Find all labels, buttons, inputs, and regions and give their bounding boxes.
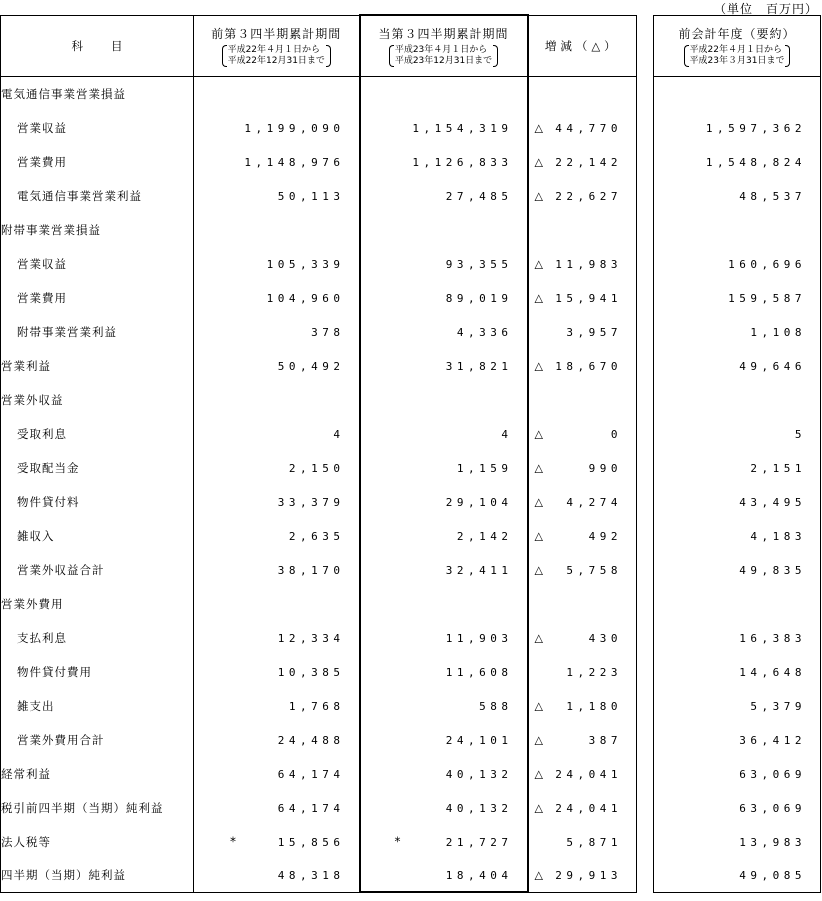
change-value	[528, 723, 637, 757]
curr-period-value	[360, 213, 528, 247]
curr-value-text: 31,821	[445, 359, 513, 373]
curr-period-value	[360, 111, 528, 145]
prev-period-value	[194, 859, 360, 892]
gap-cell	[637, 689, 654, 723]
triangle-icon: △	[534, 155, 543, 169]
row-label: 営業収益	[1, 111, 194, 145]
row-label: 支払利息	[1, 621, 194, 655]
table-row	[1, 757, 821, 791]
asterisk-mark: *	[230, 834, 236, 849]
table-row	[1, 417, 821, 451]
table-row	[1, 247, 821, 281]
change-value-text: 44,770	[555, 121, 622, 135]
gap-cell	[637, 859, 654, 892]
table-body	[1, 77, 821, 893]
row-label: 営業費用	[1, 145, 194, 179]
prev-value-text: 104,960	[266, 291, 345, 305]
prev-value-text: 2,635	[288, 529, 345, 543]
prev-value-text: 12,334	[277, 631, 345, 645]
curr-period-value	[360, 655, 528, 689]
prev-year-title: 前会計年度（要約）	[678, 26, 796, 41]
curr-value-text: 588	[479, 699, 513, 713]
change-value-text: 24,041	[555, 767, 622, 781]
prev-year-value	[654, 77, 821, 112]
gap-cell	[637, 791, 654, 825]
curr-period-value	[360, 77, 528, 112]
prev-value-text: 48,318	[277, 868, 345, 882]
prev-year-value: 43,495	[654, 485, 821, 519]
curr-period-value	[360, 689, 528, 723]
gap-cell	[637, 179, 654, 213]
curr-period-value	[360, 723, 528, 757]
curr-value-text: 2,142	[456, 529, 513, 543]
gap-cell	[637, 349, 654, 383]
table-row	[1, 723, 821, 757]
gap-cell	[637, 451, 654, 485]
triangle-icon: △	[534, 291, 543, 305]
prev-year-from: 平成22年４月１日から	[689, 44, 782, 55]
prev-period-value	[194, 621, 360, 655]
prev-period-value	[194, 757, 360, 791]
curr-period-value	[360, 757, 528, 791]
prev-period-value	[194, 145, 360, 179]
prev-period-value	[194, 213, 360, 247]
prev-year-value: 14,648	[654, 655, 821, 689]
table-row	[1, 77, 821, 112]
curr-period-value	[360, 859, 528, 892]
change-value-text: 18,670	[555, 359, 622, 373]
row-label: 営業外費用合計	[1, 723, 194, 757]
table-row	[1, 859, 821, 892]
prev-period-range	[222, 45, 331, 67]
table-row	[1, 519, 821, 553]
table-row	[1, 179, 821, 213]
change-value-text: 387	[588, 733, 622, 747]
curr-value-text: 93,355	[445, 257, 513, 271]
prev-period-value	[194, 689, 360, 723]
prev-period-value	[194, 77, 360, 112]
change-value	[528, 111, 637, 145]
table-row	[1, 213, 821, 247]
table-row	[1, 791, 821, 825]
prev-year-value: 48,537	[654, 179, 821, 213]
gap-cell	[637, 757, 654, 791]
curr-period-value	[360, 587, 528, 621]
table-row	[1, 587, 821, 621]
triangle-icon: △	[534, 189, 543, 203]
header-curr-period	[360, 15, 528, 77]
prev-value-text: 50,113	[277, 189, 345, 203]
curr-value-text: 24,101	[445, 733, 513, 747]
change-value	[528, 179, 637, 213]
gap-cell	[637, 485, 654, 519]
change-value	[528, 145, 637, 179]
curr-value-text: 11,608	[445, 665, 513, 679]
prev-period-value	[194, 451, 360, 485]
curr-period-value	[360, 349, 528, 383]
prev-period-value	[194, 485, 360, 519]
prev-value-text: 105,339	[266, 257, 345, 271]
gap-cell	[637, 519, 654, 553]
gap-cell	[637, 383, 654, 417]
triangle-icon: △	[534, 767, 543, 781]
curr-period-value	[360, 315, 528, 349]
header-gap	[637, 15, 654, 77]
prev-year-value: 49,646	[654, 349, 821, 383]
gap-cell	[637, 111, 654, 145]
curr-value-text: 4,336	[456, 325, 513, 339]
row-label: 物件貸付費用	[1, 655, 194, 689]
change-value	[528, 825, 637, 859]
table-row	[1, 485, 821, 519]
prev-period-value	[194, 825, 360, 859]
gap-cell	[637, 77, 654, 112]
change-value	[528, 859, 637, 892]
curr-period-from: 平成23年４月１日から	[394, 45, 488, 55]
row-label: 四半期（当期）純利益	[1, 859, 194, 892]
prev-year-value: 159,587	[654, 281, 821, 315]
change-value-text: 24,041	[555, 801, 622, 815]
curr-value-text: 1,159	[456, 461, 513, 475]
prev-year-value: 63,069	[654, 757, 821, 791]
row-label: 電気通信事業営業損益	[1, 77, 194, 112]
table-row	[1, 451, 821, 485]
curr-value-text: 1,154,319	[412, 121, 513, 135]
triangle-icon: △	[534, 801, 543, 815]
triangle-icon: △	[534, 868, 543, 882]
row-label: 税引前四半期（当期）純利益	[1, 791, 194, 825]
row-label: 雑支出	[1, 689, 194, 723]
change-value	[528, 315, 637, 349]
curr-value-text: 21,727	[445, 835, 513, 849]
table-row	[1, 621, 821, 655]
prev-year-value	[654, 587, 821, 621]
triangle-icon: △	[534, 427, 543, 441]
prev-period-value	[194, 111, 360, 145]
table-row	[1, 349, 821, 383]
curr-value-text: 29,104	[445, 495, 513, 509]
gap-cell	[637, 315, 654, 349]
triangle-icon: △	[534, 529, 543, 543]
prev-period-value	[194, 417, 360, 451]
row-label: 法人税等	[1, 825, 194, 859]
header-prev-period	[194, 15, 360, 77]
header-subject: 科目	[1, 15, 194, 77]
triangle-icon: △	[534, 631, 543, 645]
triangle-icon: △	[534, 359, 543, 373]
prev-value-text: 64,174	[277, 767, 345, 781]
prev-period-value	[194, 519, 360, 553]
gap-cell	[637, 553, 654, 587]
gap-cell	[637, 247, 654, 281]
change-value	[528, 791, 637, 825]
row-label: 営業利益	[1, 349, 194, 383]
prev-year-value: 160,696	[654, 247, 821, 281]
curr-period-to: 平成23年12月31日まで	[394, 56, 493, 66]
change-value	[528, 247, 637, 281]
change-value-text: 5,871	[566, 835, 622, 849]
curr-period-value	[360, 145, 528, 179]
row-label: 営業外収益合計	[1, 553, 194, 587]
prev-value-text: 1,148,976	[244, 155, 345, 169]
change-value-text: 1,223	[566, 665, 622, 679]
prev-period-to: 平成22年12月31日まで	[227, 55, 325, 66]
gap-cell	[637, 655, 654, 689]
prev-year-value: 1,548,824	[654, 145, 821, 179]
change-value-text: 11,983	[555, 257, 622, 271]
prev-period-value	[194, 247, 360, 281]
table-row	[1, 553, 821, 587]
prev-value-text: 1,768	[288, 699, 345, 713]
curr-period-value	[360, 519, 528, 553]
row-label: 営業外収益	[1, 383, 194, 417]
change-value	[528, 587, 637, 621]
row-label: 電気通信事業営業利益	[1, 179, 194, 213]
prev-year-value: 5,379	[654, 689, 821, 723]
curr-value-text: 1,126,833	[412, 155, 513, 169]
row-label: 受取配当金	[1, 451, 194, 485]
change-value-text: 1,180	[566, 699, 622, 713]
curr-period-value	[360, 553, 528, 587]
unit-label: （単位 百万円）	[713, 2, 818, 16]
gap-cell	[637, 621, 654, 655]
row-label: 経常利益	[1, 757, 194, 791]
prev-year-value	[654, 383, 821, 417]
change-value	[528, 485, 637, 519]
change-value	[528, 213, 637, 247]
prev-period-value	[194, 349, 360, 383]
prev-period-value	[194, 791, 360, 825]
prev-year-value: 4,183	[654, 519, 821, 553]
curr-value-text: 18,404	[445, 868, 513, 882]
row-label: 受取利息	[1, 417, 194, 451]
prev-value-text: 24,488	[277, 733, 345, 747]
change-value-text: 3,957	[566, 325, 622, 339]
curr-period-value	[360, 791, 528, 825]
header-prev-year	[654, 15, 821, 77]
prev-value-text: 1,199,090	[244, 121, 345, 135]
change-value-text: 5,758	[566, 563, 622, 577]
gap-cell	[637, 723, 654, 757]
prev-year-value: 13,983	[654, 825, 821, 859]
change-value	[528, 451, 637, 485]
row-label: 附帯事業営業利益	[1, 315, 194, 349]
prev-period-title: 前第３四半期累計期間	[211, 26, 342, 41]
curr-value-text: 40,132	[445, 767, 513, 781]
gap-cell	[637, 281, 654, 315]
triangle-icon: △	[534, 495, 543, 509]
triangle-icon: △	[534, 257, 543, 271]
gap-cell	[637, 213, 654, 247]
prev-period-value	[194, 587, 360, 621]
row-label: 附帯事業営業損益	[1, 213, 194, 247]
triangle-icon: △	[534, 121, 543, 135]
curr-period-value	[360, 247, 528, 281]
table-row	[1, 383, 821, 417]
change-value	[528, 349, 637, 383]
curr-period-value	[360, 383, 528, 417]
prev-value-text: 15,856	[277, 835, 345, 849]
triangle-icon: △	[534, 461, 543, 475]
curr-period-value	[360, 485, 528, 519]
row-label: 営業外費用	[1, 587, 194, 621]
change-value	[528, 77, 637, 112]
curr-value-text: 32,411	[445, 563, 513, 577]
curr-period-range	[389, 45, 498, 67]
prev-year-value: 63,069	[654, 791, 821, 825]
prev-period-value	[194, 179, 360, 213]
prev-value-text: 4	[333, 427, 345, 441]
change-value	[528, 621, 637, 655]
curr-period-value	[360, 825, 528, 859]
change-value-text: 430	[588, 631, 622, 645]
curr-period-value	[360, 451, 528, 485]
triangle-icon: △	[534, 733, 543, 747]
prev-value-text: 10,385	[277, 665, 345, 679]
change-value-text: 492	[588, 529, 622, 543]
triangle-icon: △	[534, 699, 543, 713]
triangle-icon: △	[534, 563, 543, 577]
change-value	[528, 689, 637, 723]
prev-period-value	[194, 383, 360, 417]
prev-year-value	[654, 213, 821, 247]
change-value-text: 990	[588, 461, 622, 475]
change-value	[528, 655, 637, 689]
change-value-text: 22,142	[555, 155, 622, 169]
prev-year-value: 49,835	[654, 553, 821, 587]
change-value-text: 0	[610, 427, 622, 441]
prev-period-value	[194, 723, 360, 757]
row-label: 営業収益	[1, 247, 194, 281]
prev-year-value: 5	[654, 417, 821, 451]
table-row	[1, 655, 821, 689]
curr-period-value	[360, 417, 528, 451]
change-value-text: 4,274	[566, 495, 622, 509]
header-change: 増減（△）	[528, 15, 637, 77]
change-value-text: 22,627	[555, 189, 622, 203]
gap-cell	[637, 587, 654, 621]
prev-year-value: 36,412	[654, 723, 821, 757]
prev-period-value	[194, 315, 360, 349]
table-row	[1, 689, 821, 723]
prev-value-text: 378	[311, 325, 345, 339]
table-row	[1, 111, 821, 145]
change-value-text: 29,913	[555, 868, 622, 882]
row-label: 物件貸付料	[1, 485, 194, 519]
prev-year-value: 16,383	[654, 621, 821, 655]
prev-year-value: 1,597,362	[654, 111, 821, 145]
prev-value-text: 33,379	[277, 495, 345, 509]
change-value	[528, 281, 637, 315]
prev-value-text: 38,170	[277, 563, 345, 577]
row-label: 営業費用	[1, 281, 194, 315]
change-value	[528, 553, 637, 587]
curr-value-text: 89,019	[445, 291, 513, 305]
table-row	[1, 281, 821, 315]
curr-period-value	[360, 281, 528, 315]
prev-year-value: 1,108	[654, 315, 821, 349]
prev-value-text: 2,150	[288, 461, 345, 475]
prev-period-value	[194, 655, 360, 689]
curr-value-text: 27,485	[445, 189, 513, 203]
gap-cell	[637, 145, 654, 179]
row-label: 雑収入	[1, 519, 194, 553]
table-row	[1, 315, 821, 349]
curr-value-text: 11,903	[445, 631, 513, 645]
gap-cell	[637, 417, 654, 451]
prev-value-text: 50,492	[277, 359, 345, 373]
income-statement-table	[0, 14, 821, 893]
change-value-text: 15,941	[555, 291, 622, 305]
prev-year-to: 平成23年３月31日まで	[689, 55, 785, 66]
prev-year-value: 2,151	[654, 451, 821, 485]
prev-year-value: 49,085	[654, 859, 821, 892]
prev-year-range	[684, 45, 791, 67]
prev-value-text: 64,174	[277, 801, 345, 815]
table-row	[1, 145, 821, 179]
change-value	[528, 519, 637, 553]
prev-period-value	[194, 553, 360, 587]
change-value	[528, 757, 637, 791]
prev-period-value	[194, 281, 360, 315]
curr-period-value	[360, 179, 528, 213]
curr-period-title: 当第３四半期累計期間	[378, 27, 509, 41]
curr-period-value	[360, 621, 528, 655]
prev-period-from: 平成22年４月１日から	[227, 44, 321, 55]
gap-cell	[637, 825, 654, 859]
curr-value-text: 4	[501, 427, 513, 441]
table-row	[1, 825, 821, 859]
header-row	[1, 15, 821, 77]
asterisk-mark: *	[394, 834, 401, 849]
change-value	[528, 417, 637, 451]
change-value	[528, 383, 637, 417]
curr-value-text: 40,132	[445, 801, 513, 815]
